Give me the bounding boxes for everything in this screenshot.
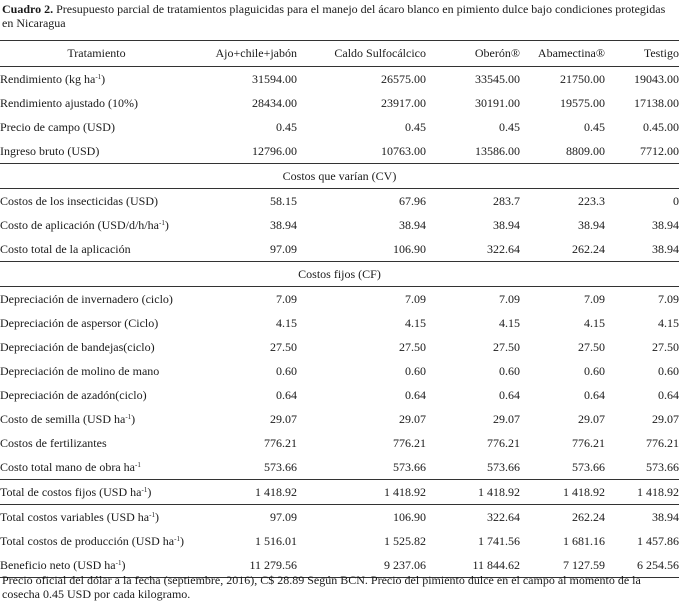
cell-value: 4.15 (658, 315, 679, 330)
cell-value: 0.60 (405, 363, 426, 378)
row-label: Depreciación de molino de mano (0, 363, 160, 378)
row-costo-total-aplicacion (0, 237, 679, 262)
row-label: Rendimiento (kg $ha^{-1}$) (0, 71, 106, 86)
cell-value: 33545.00 (475, 71, 520, 86)
cell-value: 0.60 (584, 363, 605, 378)
cell-value: 1 418.92 (520, 480, 605, 505)
row-mano-de-obra (0, 455, 679, 480)
row-rendimiento-ajustado (0, 91, 679, 115)
section-costos-fijos (0, 262, 679, 287)
cell-value: 27.50 (493, 339, 520, 354)
row-label: Costo total de la aplicación (0, 241, 131, 256)
cell-value: 283.7 (493, 193, 520, 208)
row-label: Costos de fertilizantes (0, 435, 107, 450)
cell-value: 0.64 (658, 387, 679, 402)
cell-value: 573.66 (393, 459, 426, 474)
row-costo-aplicacion (0, 213, 679, 237)
row-depreciacion-azadon (0, 383, 679, 407)
cell-value: 776.21 (264, 435, 297, 450)
cell-value: 97.09 (270, 241, 297, 256)
cell-value: 573.66 (572, 459, 605, 474)
cell-value: 1 525.82 (384, 533, 426, 548)
row-total-costos-variables (0, 505, 679, 530)
cell-value: 38.94 (270, 217, 297, 232)
cell-value: 29.07 (493, 411, 520, 426)
section-costos-variables (0, 164, 679, 189)
cell-value: 0.64 (405, 387, 426, 402)
cell-value: 0.60 (499, 363, 520, 378)
table-caption (2, 2, 678, 30)
cell-value: 29.07 (270, 411, 297, 426)
cell-value: 223.3 (578, 193, 605, 208)
cell-value: 29.07 (399, 411, 426, 426)
cell-value: 1 418.92 (297, 480, 426, 505)
header-testigo: Testigo (643, 46, 679, 60)
cell-value: 573.66 (487, 459, 520, 474)
row-costo-semilla (0, 407, 679, 431)
table-footnote: Precio oficial del dólar a la fecha (septiembre, 2016), C$ 28.89 Según BCN. Precio del pimiento dulce en el campo al momento de la cosecha 0.45 USD por cada kilogramo. (2, 573, 641, 601)
cell-value: 0.45 (584, 119, 605, 134)
cell-value: 0.64 (499, 387, 520, 402)
cell-value: 573.66 (264, 459, 297, 474)
cell-value: 38.94 (652, 241, 679, 256)
row-label: Rendimiento ajustado (10%) (0, 95, 138, 110)
cell-value: 27.50 (399, 339, 426, 354)
cell-value: 12796.00 (252, 143, 297, 158)
cell-value: 4.15 (405, 315, 426, 330)
cell-value: 776.21 (646, 435, 679, 450)
cell-value: 7.09 (405, 291, 426, 306)
cell-value: 262.24 (572, 241, 605, 256)
row-rendimiento (0, 67, 679, 92)
row-total-costos-fijos (0, 480, 679, 505)
cell-value: 38.94 (605, 505, 679, 530)
cell-value: 7.09 (276, 291, 297, 306)
cell-value: 1 741.56 (478, 533, 520, 548)
cell-value: 67.96 (399, 193, 426, 208)
header-row (0, 41, 679, 67)
cell-value: 0.45 (405, 119, 426, 134)
cell-value: 38.94 (578, 217, 605, 232)
cell-value: 1 457.86 (637, 533, 679, 548)
cell-value: 1 418.92 (426, 480, 520, 505)
cell-value: 7712.00 (640, 143, 679, 158)
cell-value: 31594.00 (252, 71, 297, 86)
cell-value: 1 681.16 (563, 533, 605, 548)
row-costos-insecticidas (0, 189, 679, 214)
cell-value: 0 (673, 193, 679, 208)
cell-value: 19043.00 (634, 71, 679, 86)
cell-value: 9 237.06 (297, 553, 426, 578)
cell-value: 58.15 (270, 193, 297, 208)
cell-value: 4.15 (499, 315, 520, 330)
header-abamectina: Abamectina® (537, 46, 605, 60)
row-label: Total costos variables (USD $ha^{-1}$) (0, 505, 193, 530)
cell-value: 7.09 (658, 291, 679, 306)
section-title: Costos fijos (CF) (0, 262, 679, 287)
cell-value: 776.21 (572, 435, 605, 450)
cell-value: 7.09 (499, 291, 520, 306)
cell-value: 7.09 (584, 291, 605, 306)
cell-value: 27.50 (270, 339, 297, 354)
cell-value: 6 254.56 (605, 553, 679, 578)
cell-value: 106.90 (297, 505, 426, 530)
cell-value: 0.45 (499, 119, 520, 134)
cell-value: 19575.00 (560, 95, 605, 110)
cell-value: 29.07 (578, 411, 605, 426)
cell-value: 17138.00 (634, 95, 679, 110)
cell-value: 4.15 (276, 315, 297, 330)
row-label: Precio de campo (USD) (0, 119, 115, 134)
row-label: Total de costos fijos (USD $ha^{-1}$) (0, 480, 193, 505)
cell-value: 21750.00 (560, 71, 605, 86)
cell-value: 0.64 (584, 387, 605, 402)
header-ajo-chile-jabon: Ajo+chile+jabón (215, 46, 297, 60)
cell-value: 7 127.59 (520, 553, 605, 578)
cell-value: 106.90 (393, 241, 426, 256)
cell-value: 0.60 (276, 363, 297, 378)
cell-value: 26575.00 (381, 71, 426, 86)
cell-value: 776.21 (393, 435, 426, 450)
row-depreciacion-aspersor (0, 311, 679, 335)
cell-value: 38.94 (493, 217, 520, 232)
section-title: Costos que varían (CV) (0, 164, 679, 189)
row-label: Total costos de producción (USD $ha^{-1}$) (0, 533, 184, 548)
row-label: Costo de semilla (USD $ha^{-1}$) (0, 411, 136, 426)
header-caldo-sulfocalcico: Caldo Sulfocálcico (334, 46, 426, 60)
row-label: Ingreso bruto (USD) (0, 143, 100, 158)
row-ingreso-bruto (0, 139, 679, 164)
cell-value: 1 418.92 (193, 480, 297, 505)
budget-table (0, 40, 679, 578)
header-tratamiento: Tratamiento (67, 46, 126, 60)
cell-value: 11 279.56 (193, 553, 297, 578)
cell-value: 27.50 (652, 339, 679, 354)
row-depreciacion-bandejas (0, 335, 679, 359)
cell-value: 1 516.01 (255, 533, 297, 548)
cell-value: 30191.00 (475, 95, 520, 110)
row-label: Costo de aplicación $(USD/d/h/ha^{-1})$ (0, 217, 169, 232)
caption-label: Cuadro 2. (2, 2, 54, 16)
cell-value: 322.64 (426, 505, 520, 530)
cell-value: 27.50 (578, 339, 605, 354)
row-label: Beneficio neto (USD $ha^{-1}$) (0, 553, 193, 578)
cell-value: 0.64 (276, 387, 297, 402)
cell-value: 262.24 (520, 505, 605, 530)
cell-value: 97.09 (193, 505, 297, 530)
row-precio-campo (0, 115, 679, 139)
row-label: Depreciación de invernadero (ciclo) (0, 291, 173, 306)
cell-value: 8809.00 (566, 143, 605, 158)
header-oberon: Oberón® (474, 46, 520, 60)
cell-value: 10763.00 (381, 143, 426, 158)
cell-value: 322.64 (487, 241, 520, 256)
row-label: Costos de los insecticidas (USD) (0, 193, 158, 208)
cell-value: 4.15 (584, 315, 605, 330)
cell-value: 38.94 (652, 217, 679, 232)
cell-value: 29.07 (652, 411, 679, 426)
cell-value: 776.21 (487, 435, 520, 450)
row-label: Depreciación de azadón(ciclo) (0, 387, 147, 402)
cell-value: 28434.00 (252, 95, 297, 110)
cell-value: 0.45 (276, 119, 297, 134)
row-depreciacion-molino (0, 359, 679, 383)
cell-value: 11 844.62 (426, 553, 520, 578)
row-label: Depreciación de aspersor (Ciclo) (0, 315, 159, 330)
row-total-costos-produccion (0, 529, 679, 553)
cell-value: 573.66 (646, 459, 679, 474)
cell-value: 0.60 (658, 363, 679, 378)
cell-value: 38.94 (399, 217, 426, 232)
cell-value: 1 418.92 (605, 480, 679, 505)
caption-text: Presupuesto parcial de tratamientos plaguicidas para el manejo del ácaro blanco en pimiento dulce bajo condiciones protegidas en Nicaragua (2, 2, 666, 30)
cell-value: 0.45.00 (643, 119, 679, 134)
row-depreciacion-invernadero (0, 287, 679, 312)
row-label: Depreciación de bandejas(ciclo) (0, 339, 155, 354)
cell-value: 23917.00 (381, 95, 426, 110)
row-costos-fertilizantes (0, 431, 679, 455)
cell-value: 13586.00 (475, 143, 520, 158)
row-label: Costo total mano de obra $ha^{-1}$ (0, 459, 141, 474)
